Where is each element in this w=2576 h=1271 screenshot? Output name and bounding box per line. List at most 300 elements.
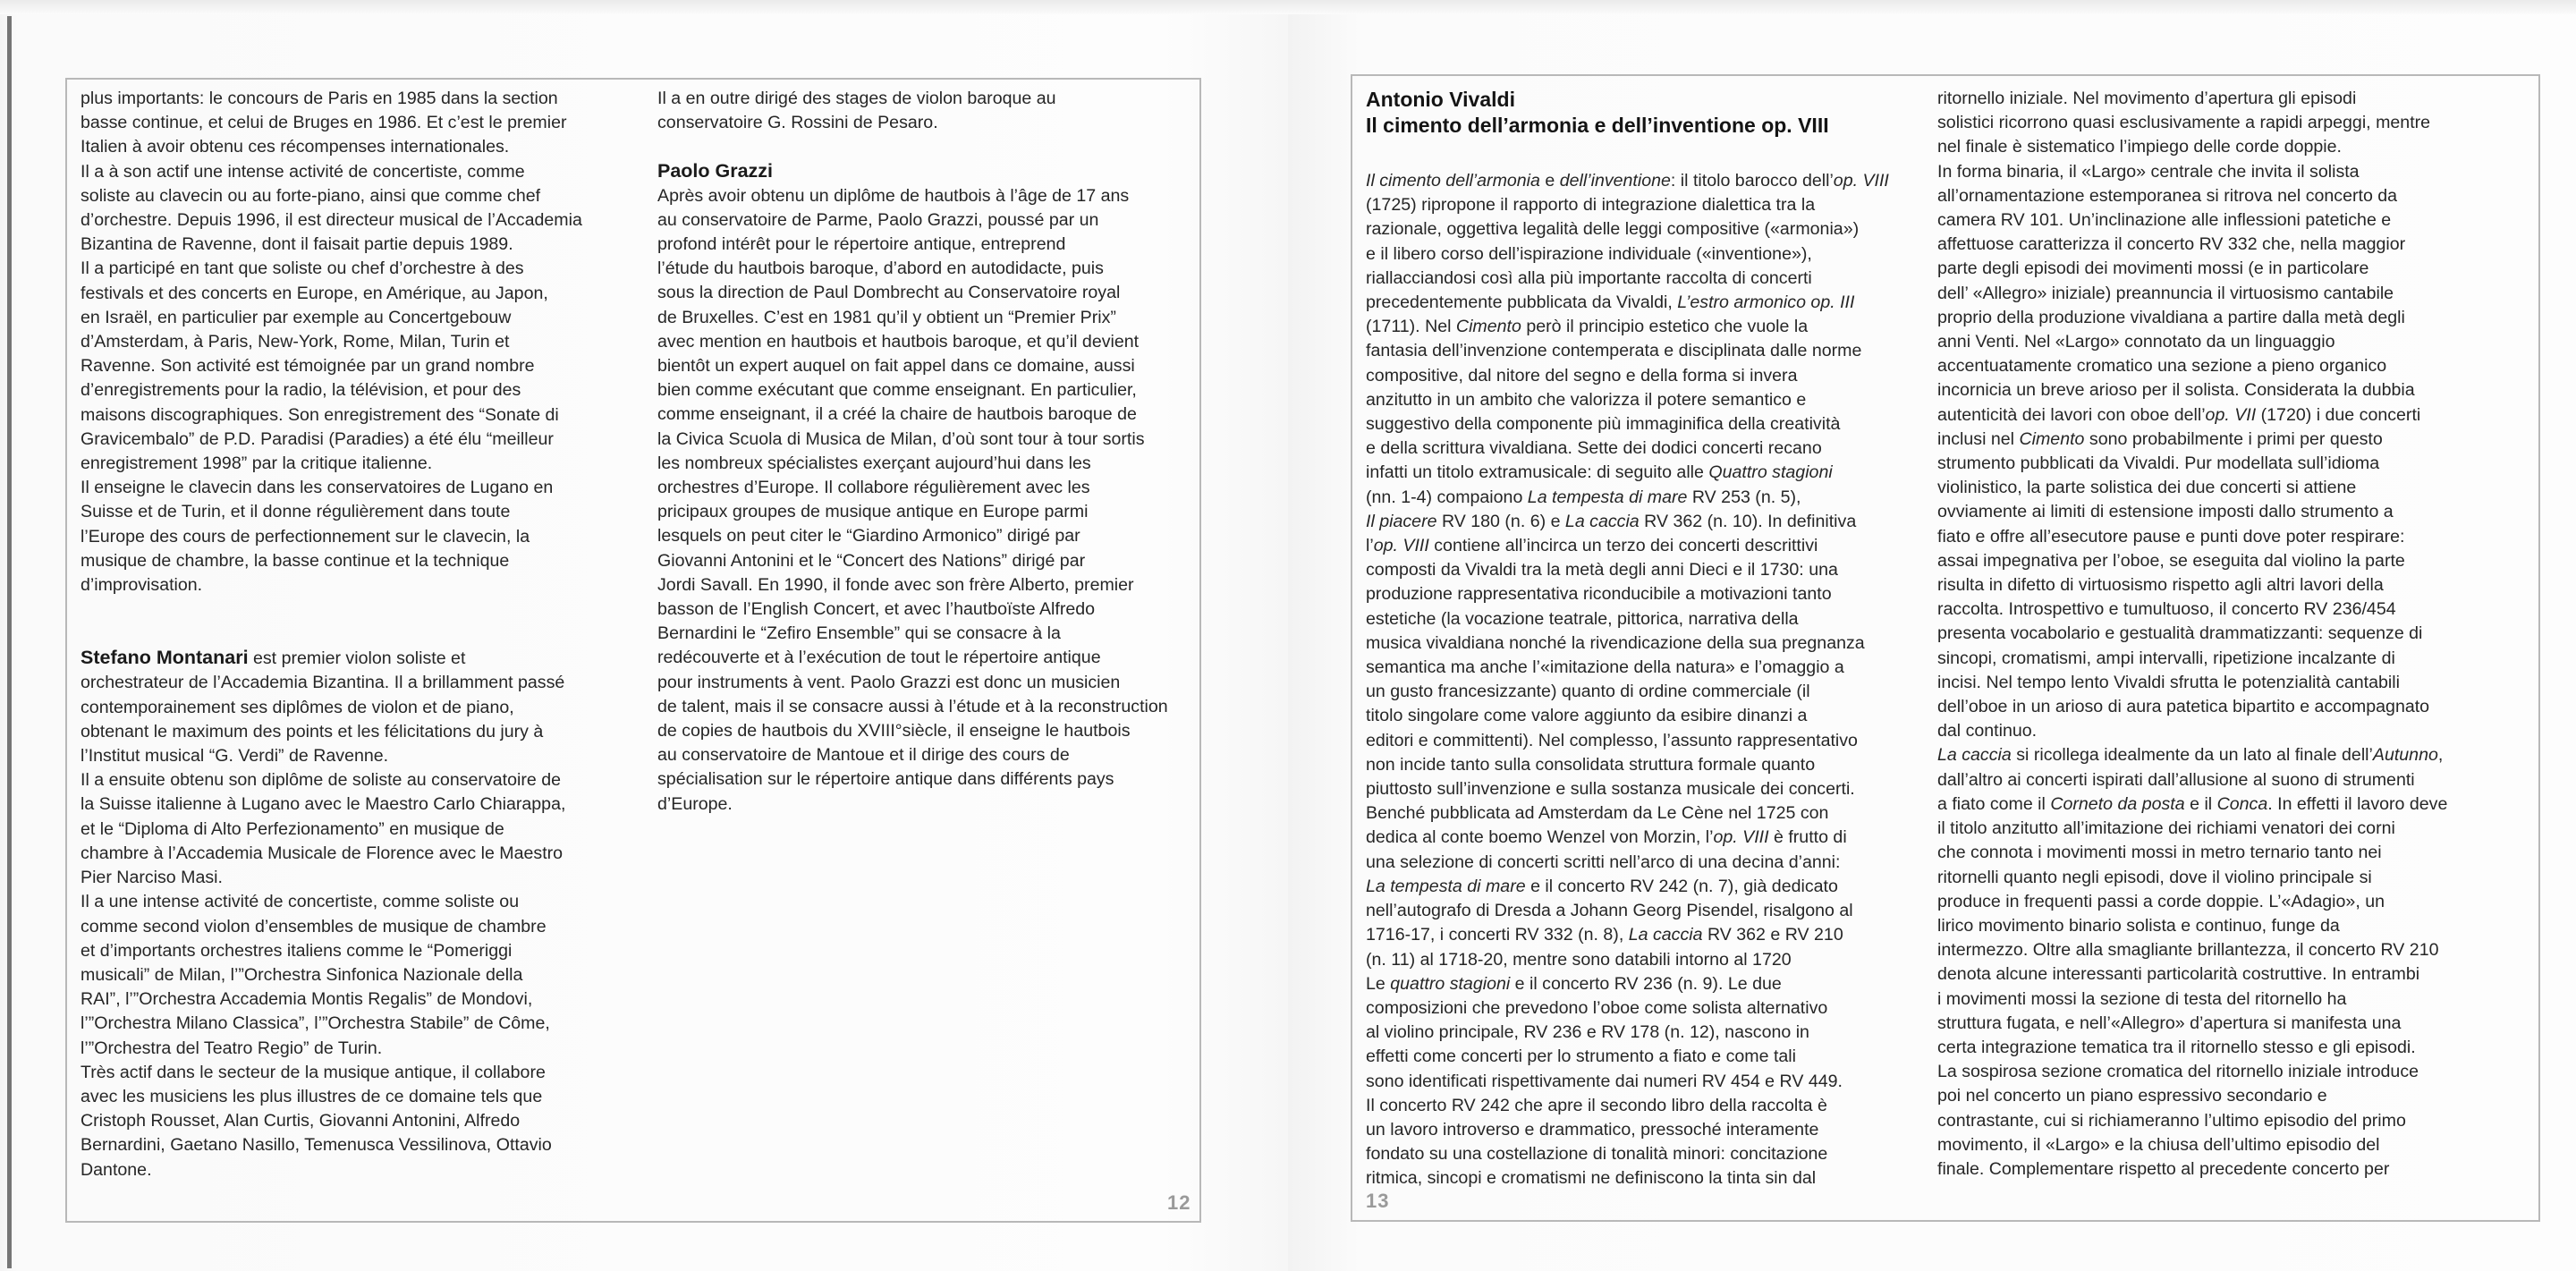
text-line: de copies de hautbois du XVIII°siècle, il enseigne le hautbois <box>657 721 1131 741</box>
text-run: dal continuo. <box>1937 721 2038 741</box>
text-line <box>1937 354 2447 378</box>
grazzi-bio-paragraph <box>657 184 1168 817</box>
text-line: chambre à l’Accademia Musicale de Florence avec le Maestro <box>80 843 564 863</box>
scan-top-shadow <box>0 0 2576 14</box>
text-run: compositive, dal nitore del segno e della forma si invera <box>1366 365 1798 386</box>
text-line <box>1366 510 1889 534</box>
text-line <box>1366 729 1889 753</box>
text-line <box>1937 597 2447 622</box>
text-line <box>1937 1157 2447 1182</box>
text-line <box>1937 1109 2447 1133</box>
text-run: RV 362 e RV 210 <box>1702 925 1843 945</box>
text-line <box>1937 500 2447 524</box>
text-line <box>1937 792 2447 817</box>
text-run: assai impegnativa per l’oboe, se eseguita dal violino la parte <box>1937 550 2405 571</box>
text-line <box>1937 768 2447 792</box>
text-line: RAI”, l’”Orchestra Accademia Montis Regalis” de Mondovi, <box>80 989 533 1010</box>
text-run: RV 180 (n. 6) e <box>1436 511 1565 531</box>
text-line <box>1937 549 2447 573</box>
text-line: Bernardini, Gaetano Nasillo, Temenusca Vessilinova, Ottavio <box>80 1135 552 1156</box>
page-number-right: 13 <box>1366 1190 1390 1212</box>
text-run: produzione rappresentativa riconducibile a motivazioni tanto <box>1366 584 1832 605</box>
text-run: un gusto francesizzante) quanto di ordine commerciale (il <box>1366 682 1810 702</box>
text-run: RV 362 (n. 10). In definitiva <box>1639 511 1857 531</box>
italic-text: op. VIII <box>1373 536 1429 556</box>
text-line <box>1366 680 1889 704</box>
spacer <box>657 135 1168 159</box>
text-line <box>1366 851 1889 875</box>
text-run: sincopi, cromatismi, ampi intervalli, ripetizione incalzante di <box>1937 648 2395 668</box>
text-run: autenticità dei lavori con oboe dell’ <box>1937 404 2206 425</box>
text-run: Benché pubblicata ad Amsterdam da Le Cène nel 1725 con <box>1366 803 1829 824</box>
text-line <box>1937 330 2447 354</box>
binding-edge <box>7 16 12 1268</box>
text-run: sono identificati rispettivamente dai numeri RV 454 e RV 449. <box>1366 1071 1843 1091</box>
right-column-2 <box>1937 87 2447 1182</box>
italic-text: Quattro stagioni <box>1708 462 1833 483</box>
text-line: redécouverte et à l’exécution de tout le répertoire antique <box>657 648 1101 668</box>
text-run: però il principio estetico che vuole la <box>1521 317 1809 337</box>
text-line <box>1366 193 1889 217</box>
text-line <box>1366 412 1889 436</box>
text-line: Suisse et de Turin, et il donne régulièrement dans toute <box>80 502 511 522</box>
text-line: maisons discographiques. Son enregistrement des “Sonate di <box>80 404 559 425</box>
text-line: au conservatoire de Mantoue et il dirige des cours de <box>657 745 1070 766</box>
italic-text: op. VIII <box>1833 171 1889 191</box>
italic-text: La caccia <box>1937 745 2012 766</box>
text-run: inclusi nel <box>1937 428 2020 449</box>
italic-text: op. VII <box>2205 404 2257 425</box>
text-run: . In effetti il lavoro deve <box>2267 793 2448 814</box>
text-run: RV 253 (n. 5), <box>1687 487 1801 507</box>
text-line: Dantone. <box>80 1159 152 1180</box>
text-line <box>1366 1021 1889 1045</box>
text-run: camera RV 101. Un’inclinazione alle inflessioni patetiche e <box>1937 210 2392 231</box>
text-run: lirico movimento binario solista e continuo, funge da <box>1937 915 2340 936</box>
text-run: contiene all’incirca un terzo dei concerti descrittivi <box>1428 536 1818 556</box>
text-line: Après avoir obtenu un diplôme de hautbois à l’âge de 17 ans <box>657 185 1130 206</box>
text-line: Cristoph Rousset, Alan Curtis, Giovanni Antonini, Alfredo <box>80 1111 521 1131</box>
text-line <box>1937 573 2447 597</box>
text-run: composti da Vivaldi tra la metà degli anni Dieci e il 1730: una <box>1366 560 1838 580</box>
vivaldi-essay-part-1 <box>1366 169 1889 1191</box>
text-line: au conservatoire de Parme, Paolo Grazzi, poussé par un <box>657 209 1099 230</box>
text-line: Ravenne. Son activité est témoignée par un grand nombre <box>80 356 535 377</box>
text-line: l’”Orchestra del Teatro Regio” de Turin. <box>80 1038 383 1058</box>
text-line: Gravicembalo” de P.D. Paradisi (Paradies) a été élu “meilleur <box>80 428 554 449</box>
text-line: orchestrateur de l’Accademia Bizantina. Il a brillamment passé <box>80 673 565 693</box>
text-run: dell’ «Allegro» iniziale) preannuncia il virtuosismo cantabile <box>1937 283 2394 303</box>
text-run: fiato e offre all’esecutore pause e punti dove poter respirare: <box>1937 526 2405 547</box>
text-line: d’enregistrements pour la radio, la télévision, et pour des <box>80 380 521 401</box>
text-line: Il a ensuite obtenu son diplôme de soliste au conservatoire de <box>80 770 561 791</box>
text-line: Bizantina de Ravenne, dont il faisait partie depuis 1989. <box>80 234 513 255</box>
text-run: estetiche (la vocazione teatrale, pittorica, narrativa della <box>1366 608 1799 629</box>
text-run: un lavoro introverso e drammatico, pressoché interamente <box>1366 1119 1819 1140</box>
text-line <box>1937 938 2447 962</box>
text-run: produce in frequenti passi a corde doppie. L’«Adagio», un <box>1937 891 2385 911</box>
text-line <box>1937 962 2447 987</box>
text-line: musique de chambre, la basse continue et la technique <box>80 550 510 571</box>
text-line: avec les musiciens les plus illustres de ce domaine tels que <box>80 1086 543 1106</box>
text-run: certa integrazione tematica tra il ritornello stesso e gli episodi. <box>1937 1037 2416 1057</box>
text-line <box>1366 436 1889 461</box>
text-line <box>1366 486 1889 510</box>
text-line <box>1937 987 2447 1012</box>
text-line <box>1366 801 1889 826</box>
text-run: e il concerto RV 236 (n. 9). Le due <box>1510 973 1782 994</box>
text-line <box>1366 315 1889 339</box>
text-run: effetti come concerti per lo strumento a fiato e come tali <box>1366 1046 1797 1067</box>
spacer <box>1366 139 1889 169</box>
text-line: l’Europe des cours de perfectionnement sur le clavecin, la <box>80 526 530 547</box>
text-line: Pier Narciso Masi. <box>80 868 223 888</box>
text-line: lesquels on peut citer le “Giardino Armonico” dirigé par <box>657 526 1080 547</box>
italic-text: Autunno <box>2372 745 2438 766</box>
text-line: sous la direction de Paul Dombrecht au Conservatoire royal <box>657 283 1121 303</box>
text-run: ritmica, sincopi e cromatismi ne definiscono la tinta sin dal <box>1366 1168 1817 1189</box>
text-line <box>1937 135 2447 159</box>
montanari-first-line <box>80 646 582 671</box>
text-line <box>1937 647 2447 671</box>
text-run: strumento pubblicati da Vivaldi. Pur modellata sull’idioma <box>1937 453 2380 474</box>
text-line: conservatoire G. Rossini de Pesaro. <box>657 113 938 133</box>
text-line: l’”Orchestra Milano Classica”, l’”Orchestra Stabile” de Côme, <box>80 1013 550 1034</box>
text-run: è frutto di <box>1768 827 1847 848</box>
text-line <box>1937 428 2447 452</box>
text-line <box>1937 160 2447 184</box>
text-run: editori e committenti). Nel complesso, l’assunto rappresentativo <box>1366 730 1858 750</box>
text-run: razionale, oggettiva legalità delle leggi compositive («armonia») <box>1366 219 1860 240</box>
montanari-bio-paragraph <box>80 671 582 1182</box>
text-line <box>1366 1070 1889 1094</box>
text-run: 1716-17, i concerti RV 332 (n. 8), <box>1366 925 1629 945</box>
text-line <box>1937 671 2447 695</box>
spacer <box>80 597 582 646</box>
text-line <box>1937 622 2447 646</box>
text-line <box>1366 631 1889 656</box>
text-line <box>1937 1084 2447 1108</box>
text-line: Il a à son actif une intense activité de concertiste, comme <box>80 161 525 182</box>
text-line <box>1937 1036 2447 1060</box>
text-run: ovviamente ai limiti di estensione imposti dallo strumento a <box>1937 502 2394 522</box>
text-run: a fiato come il <box>1937 793 2051 814</box>
text-line <box>1366 1166 1889 1191</box>
text-run: La sospirosa sezione cromatica del ritornello iniziale introduce <box>1937 1062 2419 1082</box>
text-line: en Israël, en particulier par exemple au Concertgebouw <box>80 307 512 327</box>
text-line: Il a participé en tant que soliste ou chef d’orchestre à des <box>80 258 524 279</box>
text-line <box>1937 1060 2447 1084</box>
text-run: : il titolo barocco dell’ <box>1670 171 1834 191</box>
text-run: che connota i movimenti mossi in metro ternario tanto nei <box>1937 843 2382 863</box>
grazzi-heading: Paolo Grazzi <box>657 160 774 182</box>
text-line: Il a en outre dirigé des stages de violon baroque au <box>657 89 1056 108</box>
text-line: d’Europe. <box>657 793 733 814</box>
text-run: riallacciandosi così alla più importante raccolta di concerti <box>1366 267 1812 288</box>
text-run: i movimenti mossi la sezione di testa del ritornello ha <box>1937 988 2347 1009</box>
text-line: d’orchestre. Depuis 1996, il est directeur musical de l’Accademia <box>80 210 582 231</box>
text-line <box>1937 282 2447 306</box>
text-run: e <box>1539 171 1560 191</box>
text-run: violinistico, la parte solistica dei due concerti si attiene <box>1937 478 2357 498</box>
text-line <box>1937 890 2447 914</box>
italic-text: dell’inventione <box>1559 171 1671 191</box>
text-run: anni Venti. Nel «Largo» connotato da un linguaggio <box>1937 332 2335 352</box>
text-line: Giovanni Antonini et le “Concert des Nations” dirigé par <box>657 550 1086 571</box>
text-line <box>1366 996 1889 1021</box>
italic-text: Il piacere <box>1366 511 1437 531</box>
text-line <box>1366 242 1889 267</box>
text-line <box>1937 233 2447 257</box>
text-run: non incide tanto sulla consolidata struttura formale quanto <box>1366 754 1816 775</box>
text-line <box>1366 972 1889 996</box>
text-line <box>1937 914 2447 938</box>
text-run: Il concerto RV 242 che apre il secondo libro della raccolta è <box>1366 1095 1827 1115</box>
text-run: In forma binaria, il «Largo» centrale che invita il solista <box>1937 161 2360 182</box>
text-line <box>1937 111 2447 135</box>
text-line: l’Institut musical “G. Verdi” de Ravenne. <box>80 746 389 767</box>
text-line: et d’importants orchestres italiens comme le “Pomeriggi <box>80 940 513 961</box>
text-line <box>1366 826 1889 850</box>
text-line <box>1366 899 1889 923</box>
text-line: de Bruxelles. C’est en 1981 qu’il y obtient un “Premier Prix” <box>657 307 1116 327</box>
text-line <box>1366 948 1889 972</box>
text-line: comme enseignant, il a créé la chaire de hautbois baroque de <box>657 404 1137 425</box>
italic-text: Cimento <box>2019 428 2085 449</box>
text-line <box>1366 461 1889 485</box>
text-run: dall’altro ai concerti ispirati dall’allusione al suono di strumenti <box>1937 769 2415 790</box>
text-run: dell’oboe in un arioso di aura patetica bipartito e accompagnato <box>1937 697 2430 717</box>
text-line: basson de l’English Concert, et avec l’hautboïste Alfredo <box>657 599 1096 620</box>
right-column-1 <box>1366 87 1889 1191</box>
text-run: dedica al conte boemo Wenzel von Morzin, l’ <box>1366 827 1714 848</box>
text-line <box>1937 403 2447 428</box>
montanari-name: Stefano Montanari <box>80 647 249 669</box>
text-run: affettuose caratterizza il concerto RV 332 che, nella maggior <box>1937 234 2406 255</box>
text-line <box>1366 388 1889 412</box>
text-line: Italien à avoir obtenu ces récompenses internationales. <box>80 137 510 157</box>
italic-text: La tempesta di mare <box>1527 487 1688 507</box>
text-line <box>1937 208 2447 233</box>
text-run: suggestivo della componente più immaginifica della creatività <box>1366 414 1841 435</box>
text-run: (n. 11) al 1718-20, mentre sono databili intorno al 1720 <box>1366 949 1792 970</box>
text-run: , <box>2437 745 2444 766</box>
text-line <box>1366 777 1889 801</box>
text-line <box>1366 534 1889 558</box>
text-run: incisi. Nel tempo lento Vivaldi sfrutta le potenzialità cantabili <box>1937 672 2400 692</box>
text-line <box>1937 525 2447 549</box>
text-line <box>1937 378 2447 402</box>
text-line: festivals et des concerts en Europe, en Amérique, au Japon, <box>80 283 548 303</box>
italic-text: La tempesta di mare <box>1366 876 1526 896</box>
text-run: denota alcune interessanti particolarità costruttive. In entrambi <box>1937 964 2420 985</box>
text-line <box>1937 743 2447 767</box>
text-line: avec mention en hautbois et hautbois baroque, et qu’il devient <box>657 331 1140 352</box>
text-line: obtenant le maximum des points et les félicitations du jury à <box>80 721 544 741</box>
text-run: l’ <box>1366 536 1374 556</box>
text-run: sono probabilmente i primi per questo <box>2084 428 2383 449</box>
text-line: l’étude du hautbois baroque, d’abord en autodidacte, puis <box>657 258 1104 279</box>
text-run: raccolta. Introspettivo e tumultuoso, il concerto RV 236/454 <box>1937 599 2396 620</box>
text-line: pour instruments à vent. Paolo Grazzi est donc un musicien <box>657 672 1121 692</box>
text-run: finale. Complementare rispetto al precedente concerto per <box>1937 1158 2390 1179</box>
left-column-1 <box>80 87 582 1182</box>
text-line <box>1366 169 1889 193</box>
text-run: movimento, il «Largo» e la chiusa dell’ultimo episodio del <box>1937 1134 2380 1155</box>
italic-text: La caccia <box>1564 511 1640 531</box>
text-line: plus importants: le concours de Paris en 1985 dans la section <box>80 89 558 108</box>
text-line <box>1366 364 1889 388</box>
composer-title: Antonio Vivaldi <box>1366 88 1515 111</box>
work-title: Il cimento dell’armonia e dell’inventione op. VIII <box>1366 114 1829 137</box>
text-run: proprio della produzione vivaldiana a partire dalla metà degli <box>1937 307 2405 327</box>
text-run: piuttosto sull’invenzione e sulla sostanza musicale dei concerti. <box>1366 779 1855 800</box>
text-line: la Suisse italienne à Lugano avec le Maestro Carlo Chiarappa, <box>80 794 566 815</box>
text-run: incornicia un breve arioso per il solista. Considerata la dubbia <box>1937 380 2415 401</box>
text-line <box>1366 217 1889 241</box>
text-line: Il a une intense activité de concertiste, comme soliste ou <box>80 892 520 912</box>
text-run: una selezione di concerti scritti nell’arco di una decina d’anni: <box>1366 852 1841 872</box>
text-run: e il <box>2184 793 2217 814</box>
text-line <box>1937 841 2447 865</box>
text-run: solistici ricorrono quasi esclusivamente a rapidi arpeggi, mentre <box>1937 113 2431 133</box>
text-run: fondato su una costellazione di tonalità minori: concitazione <box>1366 1144 1828 1165</box>
text-line: musicali” de Milan, l’”Orchestra Sinfonica Nazionale della <box>80 964 523 985</box>
montanari-intro-text: est premier violon soliste et <box>248 648 466 669</box>
text-run: al violino principale, RV 236 e RV 178 (n. 12), nascono in <box>1366 1022 1809 1043</box>
text-line: soliste au clavecin ou au forte-piano, ainsi que comme chef <box>80 185 541 206</box>
text-run: fantasia dell’invenzione contemperata e disciplinata dalle norme <box>1366 341 1862 361</box>
text-line <box>1366 1094 1889 1118</box>
text-line: comme second violon d’ensembles de musique de chambre <box>80 916 547 936</box>
text-line <box>1366 1118 1889 1142</box>
vivaldi-essay-part-2 <box>1937 87 2447 1182</box>
text-line: basse continue, et celui de Bruges en 1986. Et c’est le premier <box>80 113 567 133</box>
text-line <box>1937 452 2447 476</box>
text-line: pricipaux groupes de musique antique en Europe parmi <box>657 502 1089 522</box>
text-line: enregistrement 1998” par la critique italienne. <box>80 453 433 474</box>
text-line: spécialisation sur le répertoire antique dans différents pays <box>657 769 1114 790</box>
text-line: d’Amsterdam, à Paris, New-York, Rome, Milan, Turin et <box>80 332 510 352</box>
text-run: ritornelli quanto negli episodi, dove il violino principale si <box>1937 867 2372 887</box>
left-column-2 <box>657 87 1168 817</box>
text-run: all’ornamentazione estemporanea si ritrova nel concerto da <box>1937 185 2398 206</box>
text-line <box>1937 87 2447 111</box>
text-line <box>1366 339 1889 363</box>
text-line <box>1366 1045 1889 1069</box>
text-run: parte degli episodi dei movimenti mossi (e in particolare <box>1937 258 2369 279</box>
text-line <box>1366 291 1889 315</box>
text-run: accentuatamente cromatico una sezione a pieno organico <box>1937 356 2387 377</box>
text-run: nell’autografo di Dresda a Johann Georg Pisendel, risalgono al <box>1366 901 1853 921</box>
text-line: Très actif dans le secteur de la musique antique, il collabore <box>80 1062 546 1082</box>
text-line <box>1937 257 2447 281</box>
text-run: (1711). Nel <box>1366 317 1456 337</box>
text-run: (1725) ripropone il rapporto di integrazione dialettica tra la <box>1366 195 1816 216</box>
italic-text: Corneto da posta <box>2050 793 2185 814</box>
text-line <box>1366 582 1889 606</box>
text-line <box>1366 607 1889 631</box>
text-run: semantica ma anche l’«imitazione della natura» e l’omaggio a <box>1366 657 1844 678</box>
text-line: de talent, mais il se consacre aussi à l’étude et à la reconstruction <box>657 696 1168 716</box>
text-line: Bernardini le “Zefiro Ensemble” qui se consacre à la <box>657 623 1061 644</box>
text-line: profond intérêt pour le répertoire antique, entreprend <box>657 234 1066 255</box>
text-run: infatti un titolo extramusicale: di seguito alle <box>1366 462 1709 483</box>
text-run: e il libero corso dell’ispirazione individuale («inventione»), <box>1366 243 1812 264</box>
text-line: d’improvisation. <box>80 575 203 596</box>
text-run: titolo singolare come valore aggiunto da esibire dinanzi a <box>1366 706 1808 726</box>
text-line <box>1937 719 2447 743</box>
text-line <box>1366 656 1889 680</box>
text-run: e il concerto RV 242 (n. 7), già dedicato <box>1525 876 1838 896</box>
text-line: et le “Diploma di Alto Perfezionamento” en musique de <box>80 818 504 839</box>
pesaro-paragraph <box>657 87 1168 135</box>
text-line <box>1366 558 1889 582</box>
text-line <box>1937 1012 2447 1036</box>
text-run: nel finale è sistematico l’impiego delle corde doppie. <box>1937 137 2343 157</box>
text-run: poi nel concerto un piano espressivo secondario e <box>1937 1086 2327 1106</box>
text-run: ritornello iniziale. Nel movimento d’apertura gli episodi <box>1937 89 2357 108</box>
intro-bio-paragraph <box>80 87 582 597</box>
text-run: intermezzo. Oltre alla smagliante brillantezza, il concerto RV 210 <box>1937 940 2439 961</box>
text-line <box>1937 1133 2447 1157</box>
text-run: risulta in difetto di virtuosismo rispetto agli altri lavori della <box>1937 575 2384 596</box>
italic-text: La caccia <box>1628 925 1703 945</box>
text-run: contrastante, cui si richiameranno l’ultimo episodio del primo <box>1937 1110 2406 1131</box>
text-line <box>1937 306 2447 330</box>
text-line: la Civica Scuola di Musica de Milan, d’où sont tour à tour sortis <box>657 428 1145 449</box>
italic-text: Il cimento dell’armonia <box>1366 171 1540 191</box>
text-run: presenta vocabolario e gestualità drammatizzanti: sequenze di <box>1937 623 2423 644</box>
text-run: anzitutto in un ambito che valorizza il potere semantico e <box>1366 389 1807 410</box>
text-run: struttura fugata, e nell’«Allegro» d’apertura si manifesta una <box>1937 1013 2402 1033</box>
text-run: musica vivaldiana nonché la rivendicazione della sua pregnanza <box>1366 632 1865 653</box>
text-line <box>1366 704 1889 728</box>
text-run: il titolo anzitutto all’imitazione dei richiami venatori dei corni <box>1937 818 2395 839</box>
text-line <box>1937 184 2447 208</box>
text-run: precedentemente pubblicata da Vivaldi, <box>1366 292 1678 313</box>
page-number-left: 12 <box>1167 1191 1191 1214</box>
text-line: les nombreux spécialistes exerçant aujourd’hui dans les <box>657 453 1091 473</box>
italic-text: Cimento <box>1455 317 1521 337</box>
text-line <box>1937 476 2447 500</box>
text-line <box>1937 817 2447 841</box>
italic-text: op. VIII <box>1713 827 1769 848</box>
text-run: si ricollega idealmente da un lato al finale dell’ <box>2011 745 2373 766</box>
text-line <box>1366 923 1889 947</box>
text-run: e della scrittura vivaldiana. Sette dei dodici concerti recano <box>1366 438 1822 459</box>
text-line <box>1937 695 2447 719</box>
text-line <box>1366 875 1889 899</box>
text-line <box>1366 267 1889 291</box>
text-line: Jordi Savall. En 1990, il fonde avec son frère Alberto, premier <box>657 574 1134 595</box>
italic-text: Conca <box>2216 793 2268 814</box>
italic-text: quattro stagioni <box>1390 973 1511 994</box>
text-line <box>1366 753 1889 777</box>
italic-text: L’estro armonico op. III <box>1677 292 1855 313</box>
text-run: (1720) i due concerti <box>2256 404 2421 425</box>
text-line: Il enseigne le clavecin dans les conservatoires de Lugano en <box>80 478 554 498</box>
text-line <box>1937 866 2447 890</box>
text-line: bien comme exécutant que comme enseignant. En particulier, <box>657 380 1137 401</box>
text-line <box>1366 1142 1889 1166</box>
text-line: orchestres d’Europe. Il collabore régulièrement avec les <box>657 478 1090 498</box>
text-run: (nn. 1-4) compaiono <box>1366 487 1528 507</box>
text-line: contemporainement ses diplômes de violon et de piano, <box>80 697 514 717</box>
text-run: composizioni che prevedono l’oboe come solista alternativo <box>1366 997 1828 1018</box>
text-line: bientôt un expert auquel on fait appel dans ce domaine, aussi <box>657 356 1135 377</box>
text-run: Le <box>1366 973 1391 994</box>
